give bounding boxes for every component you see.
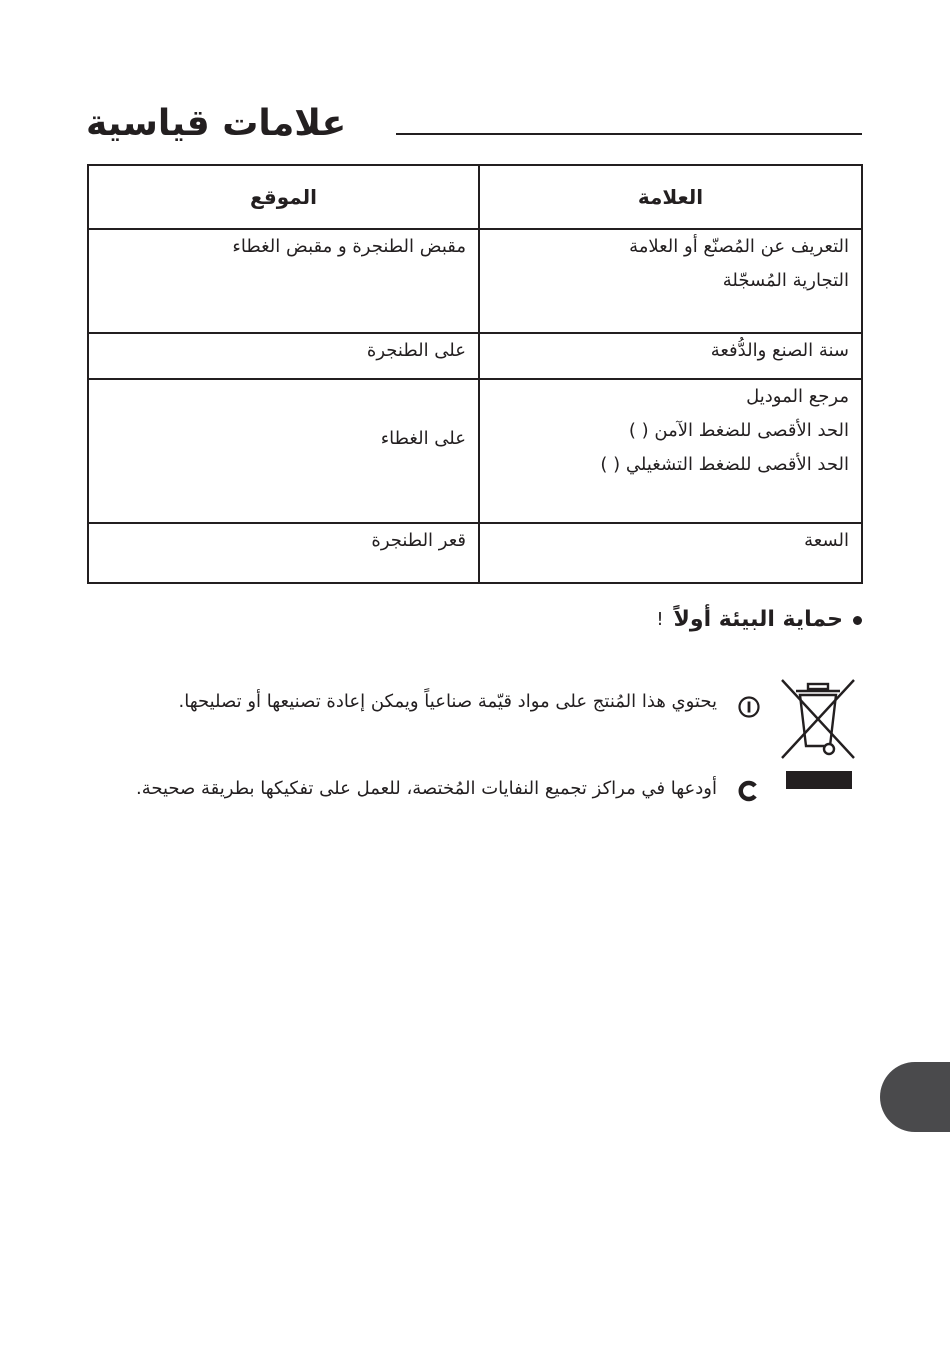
header-mark: العلامة <box>479 165 862 229</box>
environment-heading <box>656 600 862 640</box>
table-row <box>88 333 862 379</box>
bullet-icon <box>853 616 862 625</box>
crossed-out-wheelie-bin-icon <box>780 678 856 762</box>
mark-text: التجارية المُسجّلة <box>722 270 849 291</box>
table-row <box>88 229 862 333</box>
mark-cell <box>479 523 862 583</box>
standard-marks-table <box>87 164 863 584</box>
location-cell: مقبض الطنجرة و مقبض الغطاء <box>88 229 479 333</box>
table-header-row <box>88 165 862 229</box>
table-row <box>88 523 862 583</box>
mark-text: الحد الأقصى للضغط الآمن ( ) <box>628 420 849 441</box>
recycle-icon <box>738 780 760 802</box>
mark-text: الحد الأقصى للضغط التشغيلي ( ) <box>600 454 849 475</box>
environment-heading-text: حماية البيئة أولاً <box>673 607 843 632</box>
title-rule <box>396 133 862 135</box>
location-cell: على الطنجرة <box>88 333 479 379</box>
mark-text: سنة الصنع والدُّفعة <box>710 340 849 361</box>
location-cell: على الغطاء <box>88 379 479 523</box>
mark-cell <box>479 229 862 333</box>
mark-text: السعة <box>804 530 849 551</box>
mark-text: التعريف عن المُصنّع أو العلامة <box>629 236 849 257</box>
location-cell: قعر الطنجرة <box>88 523 479 583</box>
mark-text: مرجع الموديل <box>746 386 849 407</box>
weee-bar <box>786 771 852 789</box>
environment-item-collection-point: أودعها في مراكز تجميع النفايات المُختصة، للعمل على تفكيكها بطريقة صحيحة. <box>135 778 717 799</box>
page-tab-marker <box>880 1062 950 1132</box>
environment-item-valuable-materials: يحتوي هذا المُنتج على مواد قيّمة صناعياً ويمكن إعادة تصنيعها أو تصليحها. <box>178 691 717 712</box>
page-title: علامات قياسية <box>86 103 347 144</box>
header-location: الموقع <box>88 165 479 229</box>
exclamation-mark: ! <box>656 609 664 630</box>
mark-cell <box>479 333 862 379</box>
table-row <box>88 379 862 523</box>
info-icon <box>738 696 760 718</box>
mark-cell <box>479 379 862 523</box>
